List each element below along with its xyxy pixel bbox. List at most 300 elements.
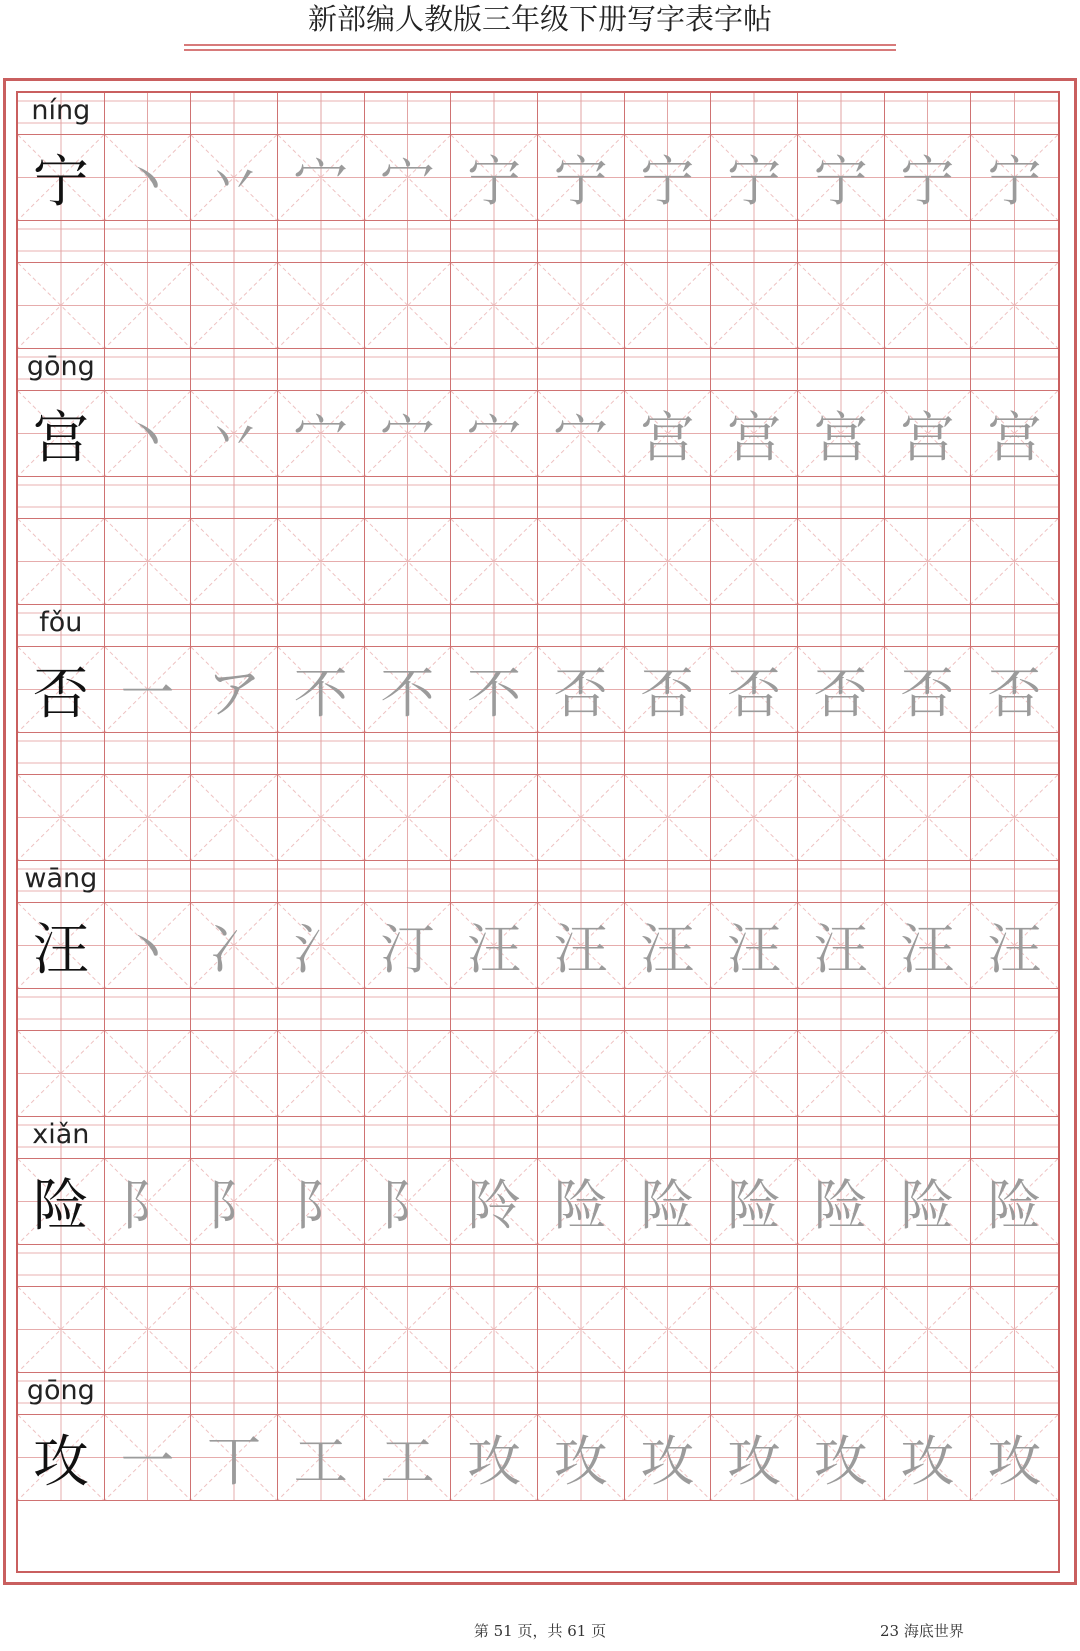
- pinyin-cell: [971, 1245, 1058, 1287]
- pinyin-cell: [105, 1245, 192, 1287]
- pinyin-cell: [798, 93, 885, 135]
- pinyin-row: [18, 93, 1058, 135]
- pinyin-cell: [18, 733, 105, 775]
- writing-cell: [625, 263, 712, 349]
- writing-cell: [278, 135, 365, 221]
- pinyin-cell: [885, 349, 972, 391]
- pinyin-cell: [538, 605, 625, 647]
- stroke-step: 否: [727, 662, 782, 725]
- writing-cell: [885, 775, 972, 861]
- cell-diagonal-guides: [451, 775, 537, 860]
- writing-cell: [191, 135, 278, 221]
- pinyin-label: xiǎn: [32, 1119, 90, 1150]
- pinyin-cell: [105, 605, 192, 647]
- pinyin-cell: [278, 605, 365, 647]
- cell-diagonal-guides: [365, 519, 451, 604]
- writing-cell: [538, 519, 625, 605]
- writing-cell: [885, 1415, 972, 1501]
- writing-cell: [711, 1159, 798, 1245]
- stroke-step: 汪: [553, 918, 608, 981]
- pinyin-cell: [798, 605, 885, 647]
- pinyin-cell: [971, 733, 1058, 775]
- writing-cell: [451, 1415, 538, 1501]
- pinyin-cell: [105, 93, 192, 135]
- stroke-order-row: [18, 903, 1058, 989]
- pinyin-cell: [538, 349, 625, 391]
- cell-diagonal-guides: [798, 1287, 884, 1372]
- pinyin-cell: [451, 93, 538, 135]
- pinyin-cell: [538, 1245, 625, 1287]
- character-block: [18, 605, 1058, 861]
- stroke-step: 宫: [727, 406, 782, 469]
- pinyin-cell: [538, 989, 625, 1031]
- character-block: [18, 1117, 1058, 1373]
- writing-cell: [105, 391, 192, 477]
- writing-cell: [538, 1031, 625, 1117]
- writing-cell: [711, 135, 798, 221]
- cell-diagonal-guides: [365, 263, 451, 348]
- pinyin-cell: [18, 1245, 105, 1287]
- pinyin-cell: [365, 221, 452, 263]
- writing-cell: [538, 1159, 625, 1245]
- writing-cell: [278, 647, 365, 733]
- pinyin-cell: [885, 1373, 972, 1415]
- cell-diagonal-guides: [625, 263, 711, 348]
- stroke-step: 汪: [813, 918, 868, 981]
- cell-diagonal-guides: [538, 263, 624, 348]
- blank-practice-row: [18, 1287, 1058, 1373]
- writing-cell: [798, 903, 885, 989]
- stroke-step: 宫: [900, 406, 955, 469]
- writing-cell: [18, 391, 105, 477]
- writing-cell: [365, 775, 452, 861]
- cell-diagonal-guides: [278, 519, 364, 604]
- pinyin-cell: [191, 989, 278, 1031]
- stroke-step: 宫: [813, 406, 868, 469]
- writing-cell: [885, 519, 972, 605]
- writing-cell: [105, 775, 192, 861]
- stroke-step: 否: [813, 662, 868, 725]
- writing-cell: [625, 903, 712, 989]
- stroke-step: 险: [813, 1174, 868, 1237]
- writing-cell: [105, 1287, 192, 1373]
- pinyin-cell: [278, 1373, 365, 1415]
- stroke-step: 一: [120, 662, 175, 725]
- pinyin-cell: [538, 861, 625, 903]
- pinyin-cell: [278, 221, 365, 263]
- writing-cell: [711, 1415, 798, 1501]
- writing-cell: [625, 1159, 712, 1245]
- stroke-step: ア: [207, 662, 262, 725]
- writing-cell: [191, 775, 278, 861]
- writing-cell: [538, 903, 625, 989]
- pinyin-cell: [18, 861, 105, 903]
- pinyin-cell: [191, 1245, 278, 1287]
- writing-cell: [278, 903, 365, 989]
- writing-cell: [971, 263, 1058, 349]
- pinyin-cell: [798, 477, 885, 519]
- writing-cell: [711, 647, 798, 733]
- pinyin-cell: [625, 605, 712, 647]
- writing-cell: [365, 1415, 452, 1501]
- writing-cell: [18, 903, 105, 989]
- stroke-step: 不: [467, 662, 522, 725]
- stroke-step: 宁: [813, 150, 868, 213]
- stroke-step: 否: [553, 662, 608, 725]
- practice-grid: [16, 91, 1060, 1573]
- cell-diagonal-guides: [885, 263, 971, 348]
- pinyin-cell: [191, 221, 278, 263]
- writing-cell: [191, 1287, 278, 1373]
- writing-cell: [278, 519, 365, 605]
- pinyin-row: [18, 349, 1058, 391]
- writing-cell: [971, 1159, 1058, 1245]
- cell-diagonal-guides: [885, 775, 971, 860]
- writing-cell: [971, 135, 1058, 221]
- writing-cell: [278, 263, 365, 349]
- writing-cell: [971, 1415, 1058, 1501]
- stroke-step: 险: [640, 1174, 695, 1237]
- pinyin-cell: [711, 605, 798, 647]
- stroke-step: 宁: [727, 150, 782, 213]
- cell-diagonal-guides: [625, 1287, 711, 1372]
- pinyin-cell: [451, 733, 538, 775]
- pinyin-label: fǒu: [39, 607, 83, 638]
- stroke-step: 攻: [640, 1430, 695, 1493]
- cell-diagonal-guides: [711, 775, 797, 860]
- pinyin-cell: [191, 477, 278, 519]
- stroke-step: 阝: [293, 1174, 348, 1237]
- stroke-step: 否: [900, 662, 955, 725]
- stroke-step: 汪: [987, 918, 1042, 981]
- writing-cell: [798, 519, 885, 605]
- writing-cell: [18, 1159, 105, 1245]
- writing-cell: [798, 1031, 885, 1117]
- writing-cell: [18, 263, 105, 349]
- pinyin-cell: [451, 989, 538, 1031]
- pinyin-cell: [625, 989, 712, 1031]
- writing-cell: [191, 263, 278, 349]
- stroke-step: 汪: [900, 918, 955, 981]
- pinyin-cell: [105, 477, 192, 519]
- pinyin-cell: [105, 861, 192, 903]
- cell-diagonal-guides: [105, 1287, 191, 1372]
- cell-diagonal-guides: [971, 519, 1058, 604]
- writing-cell: [625, 391, 712, 477]
- stroke-step: 不: [380, 662, 435, 725]
- writing-cell: [191, 647, 278, 733]
- writing-cell: [711, 263, 798, 349]
- writing-cell: [885, 1287, 972, 1373]
- pinyin-cell: [798, 221, 885, 263]
- pinyin-cell: [538, 1373, 625, 1415]
- stroke-step: 阝: [380, 1174, 435, 1237]
- pinyin-row: [18, 477, 1058, 519]
- writing-cell: [365, 903, 452, 989]
- cell-diagonal-guides: [278, 263, 364, 348]
- stroke-step: 汪: [467, 918, 522, 981]
- pinyin-cell: [885, 1245, 972, 1287]
- cell-diagonal-guides: [625, 519, 711, 604]
- page-title: 新部编人教版三年级下册写字表字帖: [307, 2, 772, 36]
- pinyin-cell: [885, 733, 972, 775]
- pinyin-cell: [885, 1117, 972, 1159]
- pinyin-cell: [278, 93, 365, 135]
- pinyin-cell: [625, 861, 712, 903]
- stroke-step: 阝: [207, 1174, 262, 1237]
- writing-cell: [538, 1287, 625, 1373]
- cell-diagonal-guides: [191, 1031, 277, 1116]
- pinyin-cell: [278, 477, 365, 519]
- stroke-step: 险: [727, 1174, 782, 1237]
- pinyin-cell: [191, 349, 278, 391]
- pinyin-cell: [191, 605, 278, 647]
- cell-diagonal-guides: [191, 519, 277, 604]
- pinyin-cell: [365, 1245, 452, 1287]
- cell-diagonal-guides: [971, 263, 1058, 348]
- stroke-step: 攻: [813, 1430, 868, 1493]
- model-character: 宁: [32, 149, 89, 215]
- pinyin-cell: [971, 93, 1058, 135]
- stroke-step: 不: [293, 662, 348, 725]
- writing-cell: [798, 1159, 885, 1245]
- cell-diagonal-guides: [18, 519, 104, 604]
- cell-diagonal-guides: [538, 519, 624, 604]
- pinyin-cell: [278, 349, 365, 391]
- cell-diagonal-guides: [451, 519, 537, 604]
- writing-cell: [711, 903, 798, 989]
- pinyin-cell: [711, 1373, 798, 1415]
- stroke-step: 宁: [553, 150, 608, 213]
- pinyin-cell: [365, 477, 452, 519]
- pinyin-cell: [278, 989, 365, 1031]
- pinyin-cell: [798, 861, 885, 903]
- pinyin-cell: [278, 1117, 365, 1159]
- pinyin-cell: [798, 1245, 885, 1287]
- cell-diagonal-guides: [885, 1031, 971, 1116]
- writing-cell: [105, 903, 192, 989]
- pinyin-cell: [798, 1117, 885, 1159]
- writing-cell: [711, 519, 798, 605]
- pinyin-label: wāng: [24, 863, 98, 894]
- writing-cell: [105, 1159, 192, 1245]
- blank-practice-row: [18, 1031, 1058, 1117]
- pinyin-cell: [885, 93, 972, 135]
- writing-cell: [18, 775, 105, 861]
- writing-cell: [451, 1159, 538, 1245]
- pinyin-cell: [971, 477, 1058, 519]
- cell-diagonal-guides: [191, 775, 277, 860]
- cell-diagonal-guides: [625, 775, 711, 860]
- writing-cell: [451, 647, 538, 733]
- writing-cell: [105, 1415, 192, 1501]
- writing-cell: [885, 1159, 972, 1245]
- writing-cell: [798, 775, 885, 861]
- stroke-step: 宀: [467, 406, 522, 469]
- stroke-step: 否: [987, 662, 1042, 725]
- stroke-step: 宁: [467, 150, 522, 213]
- pinyin-row: [18, 861, 1058, 903]
- pinyin-cell: [278, 1245, 365, 1287]
- pinyin-cell: [451, 477, 538, 519]
- cell-diagonal-guides: [538, 1031, 624, 1116]
- writing-cell: [711, 775, 798, 861]
- cell-diagonal-guides: [18, 775, 104, 860]
- stroke-step: 丶: [120, 918, 175, 981]
- pinyin-cell: [18, 989, 105, 1031]
- writing-cell: [451, 903, 538, 989]
- pinyin-row: [18, 605, 1058, 647]
- title-underline-second: [184, 49, 896, 51]
- cell-diagonal-guides: [451, 1287, 537, 1372]
- pinyin-cell: [451, 349, 538, 391]
- writing-cell: [365, 263, 452, 349]
- cell-diagonal-guides: [971, 1031, 1058, 1116]
- stroke-order-row: [18, 647, 1058, 733]
- pinyin-cell: [625, 349, 712, 391]
- writing-cell: [191, 903, 278, 989]
- cell-diagonal-guides: [798, 775, 884, 860]
- cell-diagonal-guides: [711, 1287, 797, 1372]
- writing-cell: [538, 775, 625, 861]
- writing-cell: [191, 1031, 278, 1117]
- cell-diagonal-guides: [971, 775, 1058, 860]
- model-character: 宫: [32, 405, 89, 471]
- cell-diagonal-guides: [365, 1031, 451, 1116]
- writing-cell: [365, 135, 452, 221]
- pinyin-cell: [885, 989, 972, 1031]
- pinyin-cell: [451, 605, 538, 647]
- pinyin-cell: [18, 93, 105, 135]
- writing-cell: [711, 1031, 798, 1117]
- pinyin-cell: [711, 1117, 798, 1159]
- writing-cell: [365, 1031, 452, 1117]
- cell-diagonal-guides: [18, 263, 104, 348]
- writing-cell: [191, 1415, 278, 1501]
- writing-cell: [451, 519, 538, 605]
- pinyin-cell: [625, 93, 712, 135]
- writing-cell: [18, 1031, 105, 1117]
- stroke-step: 宀: [380, 150, 435, 213]
- pinyin-cell: [711, 349, 798, 391]
- pinyin-cell: [365, 989, 452, 1031]
- cell-diagonal-guides: [711, 263, 797, 348]
- writing-cell: [365, 1287, 452, 1373]
- pinyin-cell: [885, 605, 972, 647]
- writing-cell: [278, 1031, 365, 1117]
- writing-cell: [798, 647, 885, 733]
- pinyin-cell: [105, 1117, 192, 1159]
- model-character: 汪: [32, 917, 89, 983]
- pinyin-cell: [971, 221, 1058, 263]
- pinyin-cell: [105, 221, 192, 263]
- pinyin-cell: [365, 93, 452, 135]
- stroke-step: 宀: [293, 406, 348, 469]
- stroke-step: 冫: [207, 918, 262, 981]
- writing-cell: [278, 1415, 365, 1501]
- pinyin-cell: [18, 1117, 105, 1159]
- pinyin-cell: [538, 477, 625, 519]
- writing-cell: [451, 263, 538, 349]
- pinyin-cell: [798, 349, 885, 391]
- writing-cell: [971, 391, 1058, 477]
- stroke-step: 阾: [467, 1174, 522, 1237]
- cell-diagonal-guides: [191, 1287, 277, 1372]
- writing-cell: [625, 519, 712, 605]
- stroke-step: 宁: [900, 150, 955, 213]
- cell-diagonal-guides: [105, 775, 191, 860]
- stroke-step: 工: [293, 1430, 348, 1493]
- stroke-order-row: [18, 1159, 1058, 1245]
- pinyin-cell: [451, 1245, 538, 1287]
- writing-cell: [711, 1287, 798, 1373]
- cell-diagonal-guides: [711, 1031, 797, 1116]
- stroke-step: 攻: [467, 1430, 522, 1493]
- pinyin-cell: [711, 1245, 798, 1287]
- pinyin-cell: [625, 1373, 712, 1415]
- pinyin-cell: [711, 861, 798, 903]
- stroke-step: 险: [553, 1174, 608, 1237]
- writing-cell: [625, 1415, 712, 1501]
- pinyin-cell: [798, 733, 885, 775]
- writing-cell: [365, 391, 452, 477]
- cell-diagonal-guides: [105, 519, 191, 604]
- pinyin-cell: [538, 733, 625, 775]
- pinyin-row: [18, 989, 1058, 1031]
- pinyin-cell: [538, 221, 625, 263]
- pinyin-cell: [798, 1373, 885, 1415]
- writing-cell: [365, 647, 452, 733]
- pinyin-row: [18, 221, 1058, 263]
- pinyin-cell: [971, 1373, 1058, 1415]
- pinyin-cell: [625, 221, 712, 263]
- pinyin-cell: [711, 221, 798, 263]
- pinyin-cell: [711, 989, 798, 1031]
- stroke-step: 险: [900, 1174, 955, 1237]
- cell-diagonal-guides: [711, 519, 797, 604]
- writing-cell: [18, 1287, 105, 1373]
- cell-diagonal-guides: [625, 1031, 711, 1116]
- pinyin-cell: [538, 1117, 625, 1159]
- cell-diagonal-guides: [885, 519, 971, 604]
- writing-cell: [625, 1287, 712, 1373]
- writing-cell: [971, 1031, 1058, 1117]
- pinyin-cell: [365, 1373, 452, 1415]
- writing-cell: [538, 647, 625, 733]
- cell-diagonal-guides: [538, 1287, 624, 1372]
- writing-cell: [971, 903, 1058, 989]
- cell-diagonal-guides: [278, 775, 364, 860]
- pinyin-cell: [971, 605, 1058, 647]
- writing-cell: [451, 391, 538, 477]
- page-number: 第 51 页，共 61 页: [473, 1622, 607, 1640]
- pinyin-cell: [18, 221, 105, 263]
- writing-cell: [885, 391, 972, 477]
- pinyin-cell: [191, 1117, 278, 1159]
- stroke-step: 阝: [120, 1174, 175, 1237]
- stroke-step: 氵: [293, 918, 348, 981]
- writing-cell: [191, 1159, 278, 1245]
- writing-cell: [105, 1031, 192, 1117]
- writing-cell: [798, 1287, 885, 1373]
- writing-cell: [278, 1287, 365, 1373]
- pinyin-cell: [625, 477, 712, 519]
- writing-cell: [625, 135, 712, 221]
- pinyin-cell: [365, 1117, 452, 1159]
- pinyin-label: níng: [31, 95, 91, 126]
- writing-cell: [365, 1159, 452, 1245]
- writing-cell: [18, 519, 105, 605]
